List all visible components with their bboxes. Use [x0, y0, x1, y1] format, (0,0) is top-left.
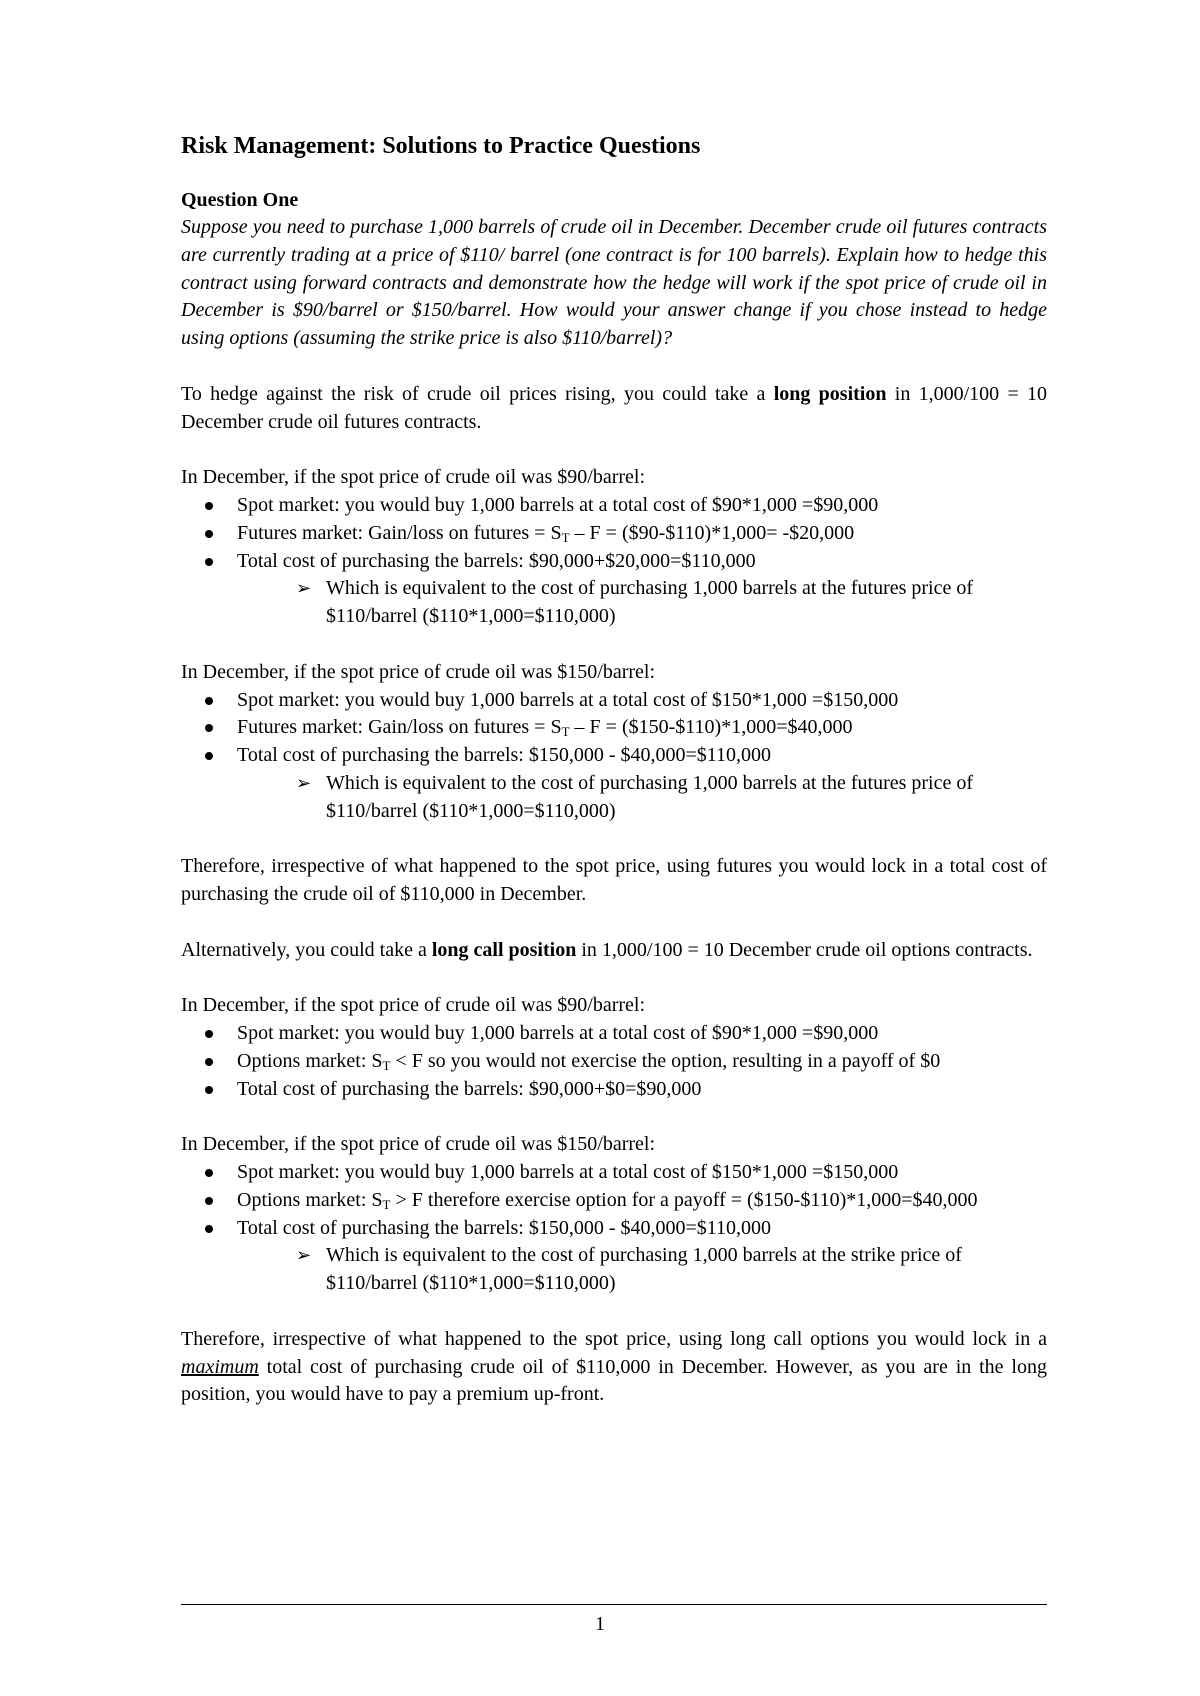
futures-150-sublist — [181, 770, 1047, 826]
futures-intro-bold: long position — [773, 382, 887, 405]
list-item — [181, 520, 1047, 548]
options-conclusion-text: Therefore, irrespective of what happened to the spot price, using long call options you would lock in a — [181, 1327, 1047, 1350]
sub-list-item — [181, 1242, 1047, 1298]
options-150-heading: In December, if the spot price of crude oil was $150/barrel: — [181, 1133, 656, 1156]
list-item-text: > F therefore exercise option for a payoff = ($150-$110)*1,000=$40,000 — [390, 1188, 978, 1211]
subscript: T — [561, 529, 570, 545]
list-item-text: Total cost of purchasing the barrels: $150,000 - $40,000=$110,000 — [237, 1216, 772, 1239]
sub-list-item-text: Which is equivalent to the cost of purchasing 1,000 barrels at the futures price of $110/barrel ($110*1,000=$110,000) — [326, 771, 974, 822]
sub-list-item-text: Which is equivalent to the cost of purchasing 1,000 barrels at the futures price of $110/barrel ($110*1,000=$110,000) — [326, 577, 974, 628]
list-item-text: Spot market: you would buy 1,000 barrels at a total cost of $150*1,000 =$150,000 — [237, 688, 899, 711]
page-number: 1 — [595, 1613, 605, 1635]
list-item-text: Total cost of purchasing the barrels: $90,000+$0=$90,000 — [237, 1077, 702, 1100]
list-item — [181, 1215, 1047, 1243]
futures-150-list — [181, 687, 1047, 770]
list-item — [181, 1076, 1047, 1104]
futures-90-sublist — [181, 575, 1047, 631]
list-item — [181, 742, 1047, 770]
bullet-icon — [205, 1030, 213, 1038]
subscript: T — [382, 1057, 391, 1073]
options-90-heading: In December, if the spot price of crude oil was $90/barrel: — [181, 994, 646, 1017]
options-150-sublist — [181, 1242, 1047, 1298]
list-item — [181, 492, 1047, 520]
list-item — [181, 548, 1047, 576]
list-item-text: Spot market: you would buy 1,000 barrels at a total cost of $90*1,000 =$90,000 — [237, 1022, 879, 1045]
options-intro-bold: long call position — [431, 938, 577, 961]
bullet-icon — [205, 1169, 213, 1177]
list-item-text: Total cost of purchasing the barrels: $90,000+$20,000=$110,000 — [237, 549, 756, 572]
bullet-icon — [205, 502, 213, 510]
futures-conclusion: Therefore, irrespective of what happened to the spot price, using futures you would lock in a total cost of purchasing the crude oil of $110,000 in December. — [181, 855, 1047, 906]
list-item-text: Options market: S — [237, 1049, 383, 1072]
futures-intro-text-end: in 1,000/100 = 10 December crude oil futures contracts. — [181, 382, 1047, 433]
options-intro-text-end: in 1,000/100 = 10 December crude oil options contracts. — [576, 938, 1033, 961]
footer-divider — [181, 1604, 1047, 1605]
list-item — [181, 687, 1047, 715]
list-item-text: – F = ($150-$110)*1,000=$40,000 — [569, 716, 853, 739]
options-intro — [181, 937, 1047, 965]
question-text: Suppose you need to purchase 1,000 barrels of crude oil in December. December crude oil futures contracts are currently trading at a price of $110/ barrel (one contract is for 100 barrels). Explain how to hedge this contract using forward contracts and demonstrate how the hedge will work if the spot price of crude oil in December is $90/barrel or $150/barrel. How would your answer change if you chose instead to hedge using options (assuming the strike price is also $110/barrel)? — [181, 216, 1047, 350]
options-intro-text: Alternatively, you could take a — [181, 938, 432, 961]
list-item — [181, 1020, 1047, 1048]
options-90-list — [181, 1020, 1047, 1103]
bullet-icon — [205, 1086, 213, 1094]
list-item — [181, 1187, 1047, 1215]
list-item-text: Spot market: you would buy 1,000 barrels at a total cost of $150*1,000 =$150,000 — [237, 1161, 899, 1184]
futures-90-heading: In December, if the spot price of crude oil was $90/barrel: — [181, 466, 646, 489]
arrow-bullet-icon: ➢ — [296, 578, 312, 599]
list-item-text: – F = ($90-$110)*1,000= -$20,000 — [569, 521, 855, 544]
sub-list-item — [181, 770, 1047, 826]
bullet-icon — [205, 724, 213, 732]
list-item — [181, 714, 1047, 742]
futures-90-list — [181, 492, 1047, 575]
options-conclusion — [181, 1326, 1047, 1409]
bullet-icon — [205, 1225, 213, 1233]
subscript: T — [561, 724, 570, 740]
list-item-text: Futures market: Gain/loss on futures = S — [237, 521, 562, 544]
list-item — [181, 1159, 1047, 1187]
bullet-icon — [205, 1197, 213, 1205]
bullet-icon — [205, 558, 213, 566]
sub-list-item — [181, 575, 1047, 631]
bullet-icon — [205, 697, 213, 705]
bullet-icon — [205, 1058, 213, 1066]
futures-intro-text: To hedge against the risk of crude oil prices rising, you could take a — [181, 382, 774, 405]
options-150-list — [181, 1159, 1047, 1242]
question-heading: Question One — [181, 189, 299, 211]
page-title: Risk Management: Solutions to Practice Questions — [181, 133, 701, 159]
list-item-text: Options market: S — [237, 1188, 383, 1211]
bullet-icon — [205, 752, 213, 760]
subscript: T — [382, 1196, 391, 1212]
sub-list-item-text: Which is equivalent to the cost of purchasing 1,000 barrels at the strike price of $110/barrel ($110*1,000=$110,000) — [326, 1244, 962, 1295]
futures-150-heading: In December, if the spot price of crude oil was $150/barrel: — [181, 660, 656, 683]
options-conclusion-emphasis: maximum — [181, 1355, 259, 1378]
arrow-bullet-icon: ➢ — [296, 772, 312, 793]
list-item-text: Total cost of purchasing the barrels: $150,000 - $40,000=$110,000 — [237, 744, 772, 767]
options-conclusion-text-end: total cost of purchasing crude oil of $110,000 in December. However, as you are in the long position, you would have to pay a premium up-front. — [181, 1355, 1047, 1406]
futures-intro — [181, 381, 1047, 437]
bullet-icon — [205, 530, 213, 538]
list-item-text: Spot market: you would buy 1,000 barrels at a total cost of $90*1,000 =$90,000 — [237, 493, 879, 516]
document-page — [181, 132, 1047, 1409]
list-item-text: < F so you would not exercise the option, resulting in a payoff of $0 — [390, 1049, 941, 1072]
arrow-bullet-icon: ➢ — [296, 1245, 312, 1266]
list-item — [181, 1048, 1047, 1076]
list-item-text: Futures market: Gain/loss on futures = S — [237, 716, 562, 739]
